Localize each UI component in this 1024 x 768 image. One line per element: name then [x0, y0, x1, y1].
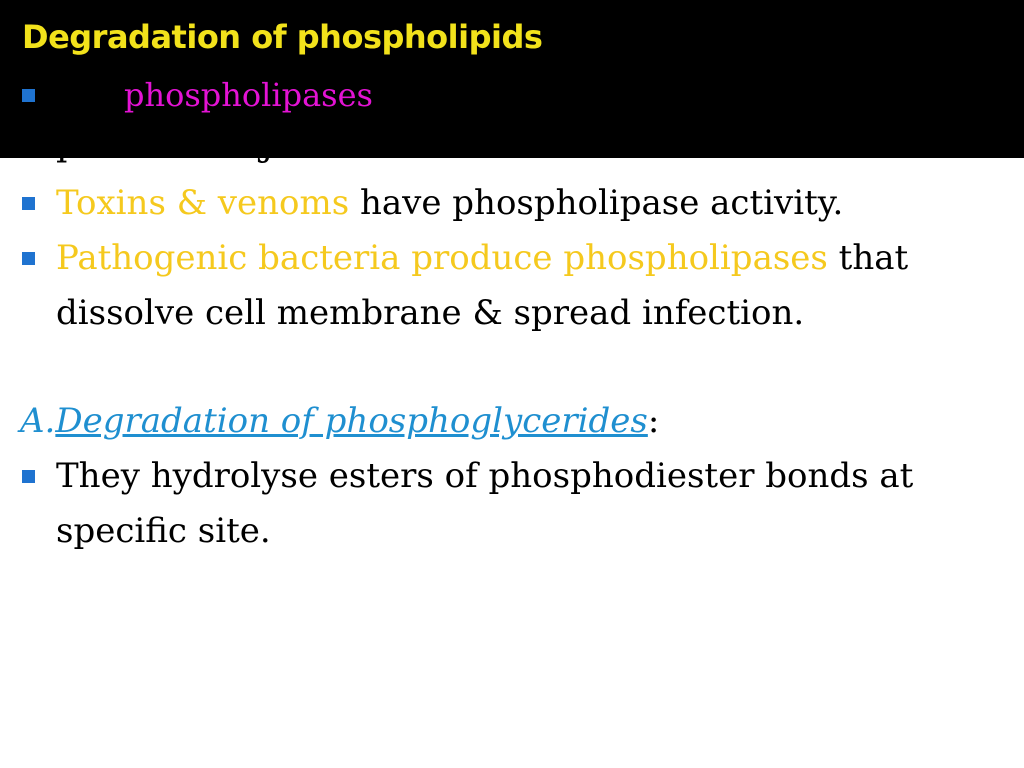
- section-prefix: A.: [20, 401, 56, 441]
- bullet-marker-icon: [22, 470, 35, 483]
- slide-title: Degradation of phospholipids: [22, 18, 543, 56]
- section-title: Degradation of phosphoglycerides: [55, 401, 648, 441]
- section-heading: [20, 400, 659, 442]
- bullet-marker-icon: [22, 89, 35, 102]
- bullet-marker-icon: [22, 197, 35, 210]
- bullet-marker-icon: [22, 252, 35, 265]
- section-colon: :: [647, 401, 660, 441]
- bullet-highlight: Pathogenic bacteria produce phospholipases: [56, 238, 828, 278]
- bullet-text-continuation: dissolve cell membrane & spread infection.: [56, 293, 805, 333]
- header-bullet-text: phospholipases: [124, 76, 373, 114]
- bullet-text-continuation: specific site.: [56, 511, 271, 551]
- bullet-hydrolyse: They hydrolyse esters of phosphodiester bonds at: [56, 456, 914, 496]
- bullet-text: have phospholipase activity.: [349, 183, 844, 223]
- bullet-text: that: [827, 238, 909, 278]
- bullet-bacteria: [56, 237, 908, 279]
- header-bar: [0, 0, 1024, 158]
- bullet-highlight: Toxins & venoms: [56, 183, 350, 223]
- bullet-toxins: [56, 182, 843, 224]
